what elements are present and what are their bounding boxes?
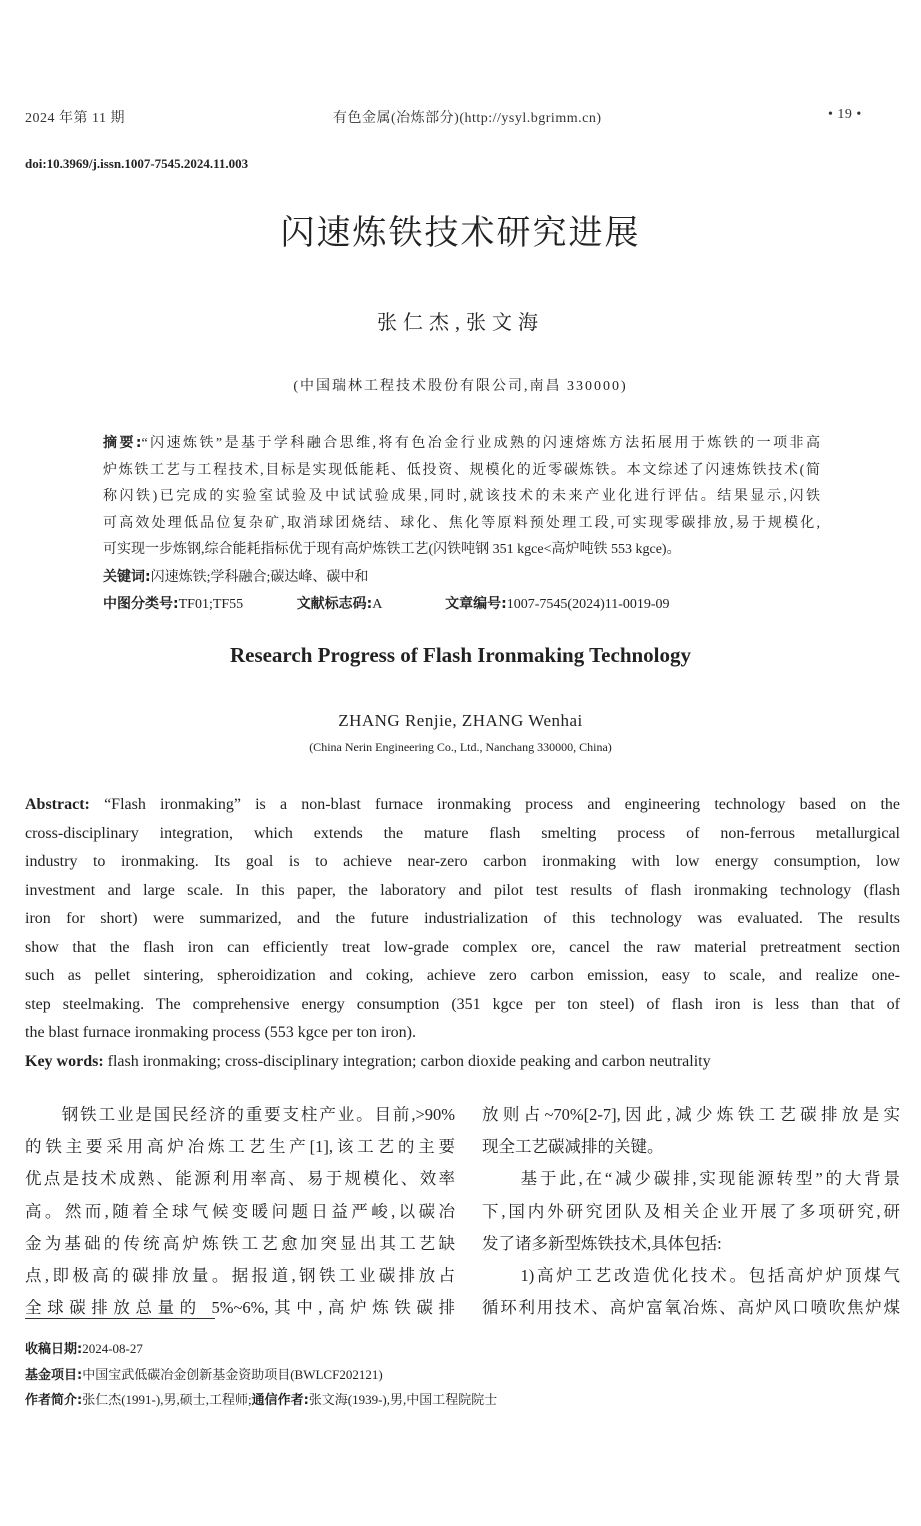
received-label: 收稿日期: [25, 1342, 83, 1357]
line-text: investment and large scale. In this paper, the laboratory and pilot test results of flash ironmaking technology (flash [25, 881, 900, 899]
english-title: Research Progress of Flash Ironmaking Technology [229, 643, 692, 667]
body-column-left [25, 1099, 455, 1324]
line-text: 现全工艺碳减排的关键。 [482, 1137, 664, 1157]
text-line [25, 1099, 455, 1131]
footnote-divider [25, 1318, 215, 1319]
english-abstract [25, 791, 900, 1076]
text-line [482, 1163, 900, 1195]
author-value: 张仁杰(1991-),男,硕士,工程师; [82, 1392, 252, 1407]
keywords: 闪速炼铁;学科融合;碳达峰、碳中和 [150, 569, 369, 585]
doi: doi:10.3969/j.issn.1007-7545.2024.11.003 [25, 156, 249, 171]
line-text: 点,即极高的碳排放量。据报道,钢铁工业碳排放占 [25, 1266, 455, 1286]
text-line [103, 511, 820, 538]
en-keywords-label: Key words: [25, 1052, 104, 1070]
corr-value: 张文海(1939-),男,中国工程院院士 [308, 1392, 498, 1407]
text-line [25, 1260, 455, 1292]
clc-label: 中图分类号: [103, 596, 179, 612]
line-text: 高。然而,随着全球气候变暖问题日益严峻,以碳冶 [25, 1201, 455, 1221]
english-authors: ZHANG Renjie, ZHANG Wenhai [338, 711, 583, 730]
line-text: industry to ironmaking. Its goal is to achieve near-zero carbon ironmaking with low energy consumption, low [25, 853, 900, 870]
classification-row [103, 591, 820, 619]
line-text: 发了诸多新型炼铁技术,具体包括: [482, 1233, 722, 1253]
text-line [25, 1228, 455, 1260]
text-line [25, 791, 900, 820]
author-info [25, 1389, 497, 1408]
text-line [25, 1196, 455, 1228]
text-line [482, 1292, 900, 1324]
body-column-right [482, 1099, 900, 1324]
text-line [25, 820, 900, 849]
line-text: 放则占~70%[2-7],因此,减少炼铁工艺碳排放是实 [482, 1105, 900, 1124]
line-text: 炉炼铁工艺与工程技术,目标是实现低能耗、低投资、规模化的近零碳炼铁。本文综述了闪速炼铁技术(简 [103, 462, 820, 478]
authors: 张仁杰,张文海 [377, 312, 544, 334]
text-line [25, 934, 900, 963]
paper-title: 闪速炼铁技术研究进展 [280, 215, 641, 252]
line-text: 金为基础的传统高炉炼铁工艺愈加突显出其工艺缺 [25, 1233, 455, 1253]
text-line [25, 1019, 900, 1048]
fund-label: 基金项目: [25, 1368, 83, 1383]
author-label: 作者简介: [25, 1393, 83, 1408]
text-line [25, 962, 900, 991]
line-text: 称闪铁)已完成的实验室试验及中试试验成果,同时,就该技术的未来产业化进行评估。结果显示,闪铁 [103, 489, 820, 504]
text-line [482, 1228, 900, 1260]
line-text: iron for short) were summarized, and the future industrialization of this technology was evaluated. The results [25, 910, 900, 927]
article-no: 1007-7545(2024)11-0019-09 [506, 597, 670, 612]
line-text: 优点是技术成熟、能源利用率高、易于规模化、效率 [25, 1169, 455, 1189]
text-line [103, 484, 820, 511]
english-affiliation: (China Nerin Engineering Co., Ltd., Nanchang 330000, China) [309, 740, 612, 754]
text-line [25, 1292, 455, 1324]
line-text: 钢铁工业是国民经济的重要支柱产业。目前,>90% [25, 1105, 455, 1124]
line-text: 全球碳排放总量的 5%~6%,其中,高炉炼铁碳排 [25, 1298, 455, 1318]
article-no-label: 文章编号: [445, 596, 507, 612]
line-text: 下,国内外研究团队及相关企业开展了多项研究,研 [482, 1201, 900, 1221]
text-line [103, 537, 820, 564]
text-line [25, 905, 900, 934]
line-text: 循环利用技术、高炉富氧冶炼、高炉风口喷吹焦炉煤 [482, 1298, 900, 1318]
text-line [482, 1260, 900, 1292]
chinese-abstract [103, 430, 820, 619]
line-text: show that the flash iron can efficiently treat low-grade complex ore, cancel the raw material pretreatment section [25, 938, 900, 956]
issue-label: 2024 年第 11 期 [25, 111, 125, 126]
text-line [482, 1196, 900, 1228]
line-text: step steelmaking. The comprehensive energy consumption (351 kgce per ton steel) of flash iron is less than that of [25, 995, 900, 1013]
abstract-label: Abstract: [25, 796, 90, 813]
clc: TF01;TF55 [178, 597, 244, 612]
en-keywords: flash ironmaking; cross-disciplinary integration; carbon dioxide peaking and carbon neutrality [107, 1052, 711, 1070]
chinese-keywords [103, 564, 820, 592]
line-text: such as pellet sintering, spheroidization and coking, achieve zero carbon emission, easy to scale, and realize one- [25, 967, 900, 984]
keywords-label: 关键词: [103, 568, 151, 585]
received-value: 2024-08-27 [82, 1341, 143, 1356]
text-line [482, 1099, 900, 1131]
line-text: “Flash ironmaking” is a non-blast furnace ironmaking process and engineering technology based on the [104, 796, 900, 813]
doc-code: A [372, 597, 382, 612]
corr-label: 通信作者: [251, 1393, 309, 1408]
line-text: 可实现一步炼钢,综合能耗指标优于现有高炉炼铁工艺(闪铁吨钢 351 kgce<高炉吨铁 553 kgce)。 [103, 542, 681, 557]
affiliation: (中国瑞林工程技术股份有限公司,南昌 330000) [293, 379, 628, 394]
text-line [25, 1131, 455, 1163]
text-line [482, 1131, 900, 1163]
journal-header: 有色金属(冶炼部分)(http://ysyl.bgrimm.cn) [333, 111, 602, 126]
line-text: the blast furnace ironmaking process (553 kgce per ton iron). [25, 1024, 416, 1041]
line-text: 1)高炉工艺改造优化技术。包括高炉炉顶煤气 [482, 1266, 900, 1286]
text-line [103, 430, 820, 458]
english-keywords [25, 1048, 900, 1077]
line-text: “闪速炼铁”是基于学科融合思维,将有色冶金行业成熟的闪速熔炼方法拓展用于炼铁的一项非高 [141, 436, 820, 451]
abstract-label: 摘要: [103, 435, 142, 451]
line-text: cross-disciplinary integration, which extends the mature flash smelting process of non-ferrous metallurgical [25, 824, 900, 842]
text-line [103, 458, 820, 485]
page-number: • 19 • [828, 107, 862, 122]
text-line [25, 848, 900, 877]
text-line [25, 877, 900, 906]
received-date [25, 1338, 143, 1357]
text-line [25, 1163, 455, 1195]
doc-code-label: 文献标志码: [296, 596, 373, 612]
line-text: 基于此,在“减少碳排,实现能源转型”的大背景 [482, 1169, 900, 1189]
line-text: 可高效处理低品位复杂矿,取消球团烧结、球化、焦化等原料预处理工段,可实现零碳排放,易于规模化, [103, 515, 820, 531]
fund-info [25, 1364, 383, 1383]
text-line [25, 991, 900, 1020]
fund-value: 中国宝武低碳冶金创新基金资助项目(BWLCF202121) [82, 1367, 383, 1382]
line-text: 的铁主要采用高炉冶炼工艺生产[1],该工艺的主要 [25, 1137, 455, 1157]
